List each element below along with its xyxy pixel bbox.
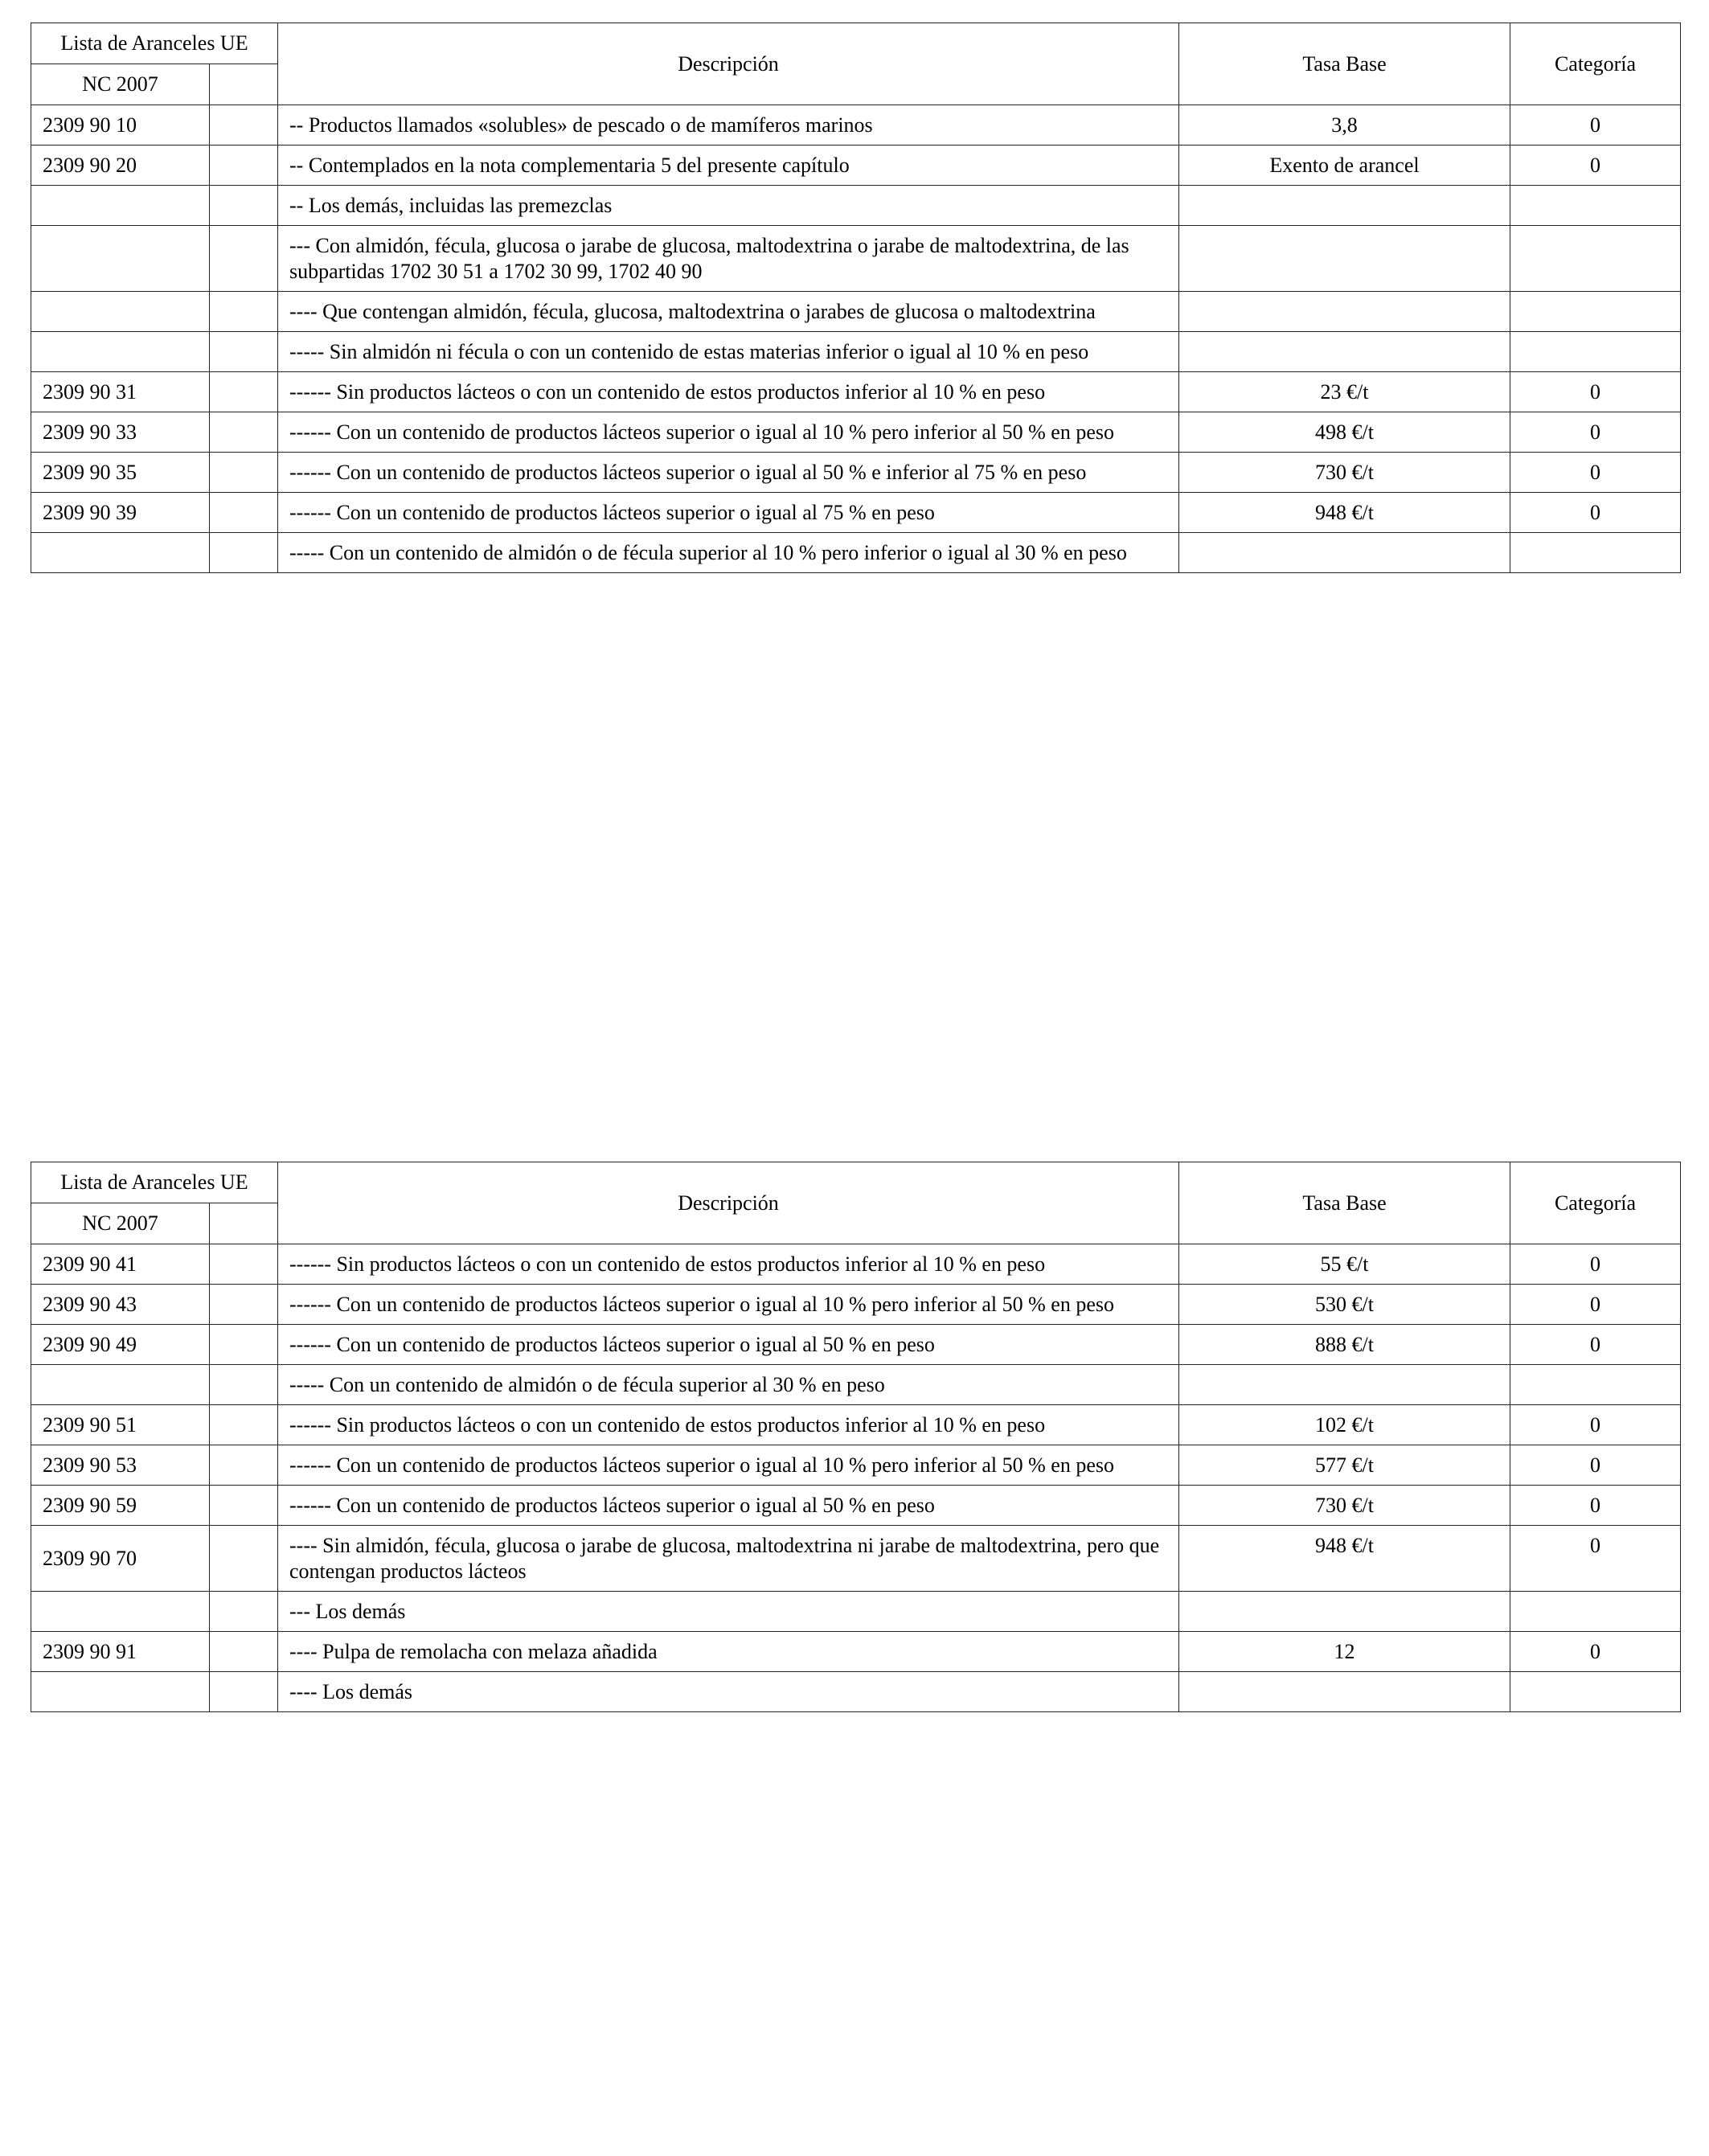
base-rate: 948 €/t [1179, 493, 1510, 533]
description-cell: ------ Sin productos lácteos o con un contenido de estos productos inferior al 10 % en peso [278, 1405, 1179, 1445]
base-rate: 12 [1179, 1632, 1510, 1672]
category-cell [1510, 1592, 1681, 1632]
empty-cell [210, 1405, 278, 1445]
empty-cell [210, 292, 278, 332]
category-cell [1510, 332, 1681, 372]
base-rate: 102 €/t [1179, 1405, 1510, 1445]
description-cell: ------ Con un contenido de productos lácteos superior o igual al 10 % pero inferior al 50 % en peso [278, 1445, 1179, 1486]
empty-cell [210, 1244, 278, 1285]
description-header: Descripción [278, 1162, 1179, 1244]
tariff-code [31, 1365, 210, 1405]
description-cell: ---- Sin almidón, fécula, glucosa o jarabe de glucosa, maltodextrina ni jarabe de maltodextrina, pero que contengan productos lácteos [278, 1526, 1179, 1592]
tariff-code: 2309 90 39 [31, 493, 210, 533]
table-row [31, 1445, 1681, 1486]
category-cell [1510, 226, 1681, 292]
header-row-top [31, 1162, 1681, 1203]
tariff-code: 2309 90 20 [31, 146, 210, 186]
description-cell: -- Contemplados en la nota complementaria 5 del presente capítulo [278, 146, 1179, 186]
empty-cell [210, 493, 278, 533]
category-cell: 0 [1510, 453, 1681, 493]
tariff-code: 2309 90 35 [31, 453, 210, 493]
base-rate [1179, 1365, 1510, 1405]
table-row [31, 1325, 1681, 1365]
list-header: Lista de Aranceles UE [31, 1162, 278, 1203]
tariff-table-1 [31, 23, 1681, 573]
category-header: Categoría [1510, 1162, 1681, 1244]
category-cell: 0 [1510, 372, 1681, 412]
category-cell: 0 [1510, 1486, 1681, 1526]
description-cell: ----- Con un contenido de almidón o de fécula superior al 30 % en peso [278, 1365, 1179, 1405]
description-cell: ----- Sin almidón ni fécula o con un contenido de estas materias inferior o igual al 10 % en peso [278, 332, 1179, 372]
empty-cell [210, 1632, 278, 1672]
category-cell: 0 [1510, 1285, 1681, 1325]
description-cell: ----- Con un contenido de almidón o de fécula superior al 10 % pero inferior o igual al 30 % en peso [278, 533, 1179, 573]
base-rate: 730 €/t [1179, 453, 1510, 493]
category-cell: 0 [1510, 1445, 1681, 1486]
tariff-code: 2309 90 10 [31, 105, 210, 146]
category-cell [1510, 186, 1681, 226]
table-row [31, 412, 1681, 453]
category-cell: 0 [1510, 146, 1681, 186]
rate-header: Tasa Base [1179, 1162, 1510, 1244]
base-rate [1179, 533, 1510, 573]
description-cell: ---- Pulpa de remolacha con melaza añadida [278, 1632, 1179, 1672]
empty-cell [210, 332, 278, 372]
table-row [31, 453, 1681, 493]
description-cell: ---- Los demás [278, 1672, 1179, 1712]
empty-cell [210, 372, 278, 412]
tariff-code [31, 1592, 210, 1632]
category-cell [1510, 292, 1681, 332]
base-rate: 577 €/t [1179, 1445, 1510, 1486]
description-cell: ------ Con un contenido de productos lácteos superior o igual al 75 % en peso [278, 493, 1179, 533]
base-rate: 888 €/t [1179, 1325, 1510, 1365]
table-row [31, 372, 1681, 412]
tariff-code: 2309 90 31 [31, 372, 210, 412]
table-row [31, 332, 1681, 372]
tariff-code [31, 533, 210, 573]
table-row [31, 1592, 1681, 1632]
category-cell [1510, 533, 1681, 573]
base-rate: 948 €/t [1179, 1526, 1510, 1592]
base-rate: 530 €/t [1179, 1285, 1510, 1325]
empty-cell [210, 1486, 278, 1526]
empty-cell [210, 453, 278, 493]
empty-cell [210, 412, 278, 453]
table-body [31, 105, 1681, 573]
base-rate: 730 €/t [1179, 1486, 1510, 1526]
tariff-code: 2309 90 91 [31, 1632, 210, 1672]
description-cell: ------ Con un contenido de productos lácteos superior o igual al 50 % en peso [278, 1486, 1179, 1526]
description-cell: -- Productos llamados «solubles» de pescado o de mamíferos marinos [278, 105, 1179, 146]
base-rate: 55 €/t [1179, 1244, 1510, 1285]
category-cell [1510, 1365, 1681, 1405]
table-row [31, 1244, 1681, 1285]
empty-cell [210, 1285, 278, 1325]
category-cell: 0 [1510, 493, 1681, 533]
tariff-code: 2309 90 41 [31, 1244, 210, 1285]
empty-cell [210, 533, 278, 573]
table-body [31, 1244, 1681, 1712]
tariff-code: 2309 90 53 [31, 1445, 210, 1486]
category-header: Categoría [1510, 23, 1681, 105]
base-rate: Exento de arancel [1179, 146, 1510, 186]
description-cell: ------ Con un contenido de productos lácteos superior o igual al 10 % pero inferior al 50 % en peso [278, 412, 1179, 453]
tariff-code [31, 1672, 210, 1712]
tariff-code: 2309 90 51 [31, 1405, 210, 1445]
base-rate [1179, 292, 1510, 332]
tariff-code [31, 332, 210, 372]
description-cell: ---- Que contengan almidón, fécula, glucosa, maltodextrina o jarabes de glucosa o maltodextrina [278, 292, 1179, 332]
description-cell: --- Los demás [278, 1592, 1179, 1632]
base-rate: 3,8 [1179, 105, 1510, 146]
tariff-code [31, 226, 210, 292]
tariff-code [31, 292, 210, 332]
tariff-code: 2309 90 59 [31, 1486, 210, 1526]
empty-cell [210, 1365, 278, 1405]
tariff-code [31, 186, 210, 226]
description-cell: --- Con almidón, fécula, glucosa o jarabe de glucosa, maltodextrina o jarabe de maltodextrina, de las subpartidas 1702 30 51 a 1702 30 99, 1702 40 90 [278, 226, 1179, 292]
description-cell: ------ Con un contenido de productos lácteos superior o igual al 10 % pero inferior al 50 % en peso [278, 1285, 1179, 1325]
base-rate: 498 €/t [1179, 412, 1510, 453]
list-header: Lista de Aranceles UE [31, 23, 278, 64]
empty-cell [210, 105, 278, 146]
description-cell: ------ Con un contenido de productos lácteos superior o igual al 50 % en peso [278, 1325, 1179, 1365]
description-cell: -- Los demás, incluidas las premezclas [278, 186, 1179, 226]
empty-cell [210, 1672, 278, 1712]
rate-header: Tasa Base [1179, 23, 1510, 105]
table-row [31, 292, 1681, 332]
base-rate [1179, 1672, 1510, 1712]
description-cell: ------ Sin productos lácteos o con un contenido de estos productos inferior al 10 % en peso [278, 372, 1179, 412]
table-row [31, 493, 1681, 533]
table-row [31, 533, 1681, 573]
base-rate [1179, 332, 1510, 372]
header-row-top [31, 23, 1681, 64]
nc-header-spacer [210, 64, 278, 105]
category-cell: 0 [1510, 105, 1681, 146]
table-row [31, 1526, 1681, 1592]
empty-cell [210, 146, 278, 186]
table-row [31, 186, 1681, 226]
table-row [31, 1285, 1681, 1325]
empty-cell [210, 186, 278, 226]
tariff-code: 2309 90 70 [31, 1526, 210, 1592]
table-row [31, 1486, 1681, 1526]
nc-header: NC 2007 [31, 64, 210, 105]
tariff-code: 2309 90 43 [31, 1285, 210, 1325]
base-rate: 23 €/t [1179, 372, 1510, 412]
category-cell [1510, 1672, 1681, 1712]
category-cell: 0 [1510, 1526, 1681, 1592]
category-cell: 0 [1510, 1405, 1681, 1445]
category-cell: 0 [1510, 412, 1681, 453]
tariff-code: 2309 90 49 [31, 1325, 210, 1365]
table-row [31, 1365, 1681, 1405]
base-rate [1179, 1592, 1510, 1632]
empty-cell [210, 226, 278, 292]
tariff-table-2 [31, 1162, 1681, 1712]
nc-header: NC 2007 [31, 1203, 210, 1244]
table-row [31, 146, 1681, 186]
empty-cell [210, 1325, 278, 1365]
category-cell: 0 [1510, 1244, 1681, 1285]
table-row [31, 1672, 1681, 1712]
empty-cell [210, 1526, 278, 1592]
empty-cell [210, 1592, 278, 1632]
base-rate [1179, 186, 1510, 226]
table-row [31, 1632, 1681, 1672]
nc-header-spacer [210, 1203, 278, 1244]
category-cell: 0 [1510, 1325, 1681, 1365]
table-row [31, 226, 1681, 292]
base-rate [1179, 226, 1510, 292]
table-row [31, 1405, 1681, 1445]
empty-cell [210, 1445, 278, 1486]
tariff-code: 2309 90 33 [31, 412, 210, 453]
category-cell: 0 [1510, 1632, 1681, 1672]
description-header: Descripción [278, 23, 1179, 105]
table-row [31, 105, 1681, 146]
description-cell: ------ Sin productos lácteos o con un contenido de estos productos inferior al 10 % en peso [278, 1244, 1179, 1285]
description-cell: ------ Con un contenido de productos lácteos superior o igual al 50 % e inferior al 75 % en peso [278, 453, 1179, 493]
